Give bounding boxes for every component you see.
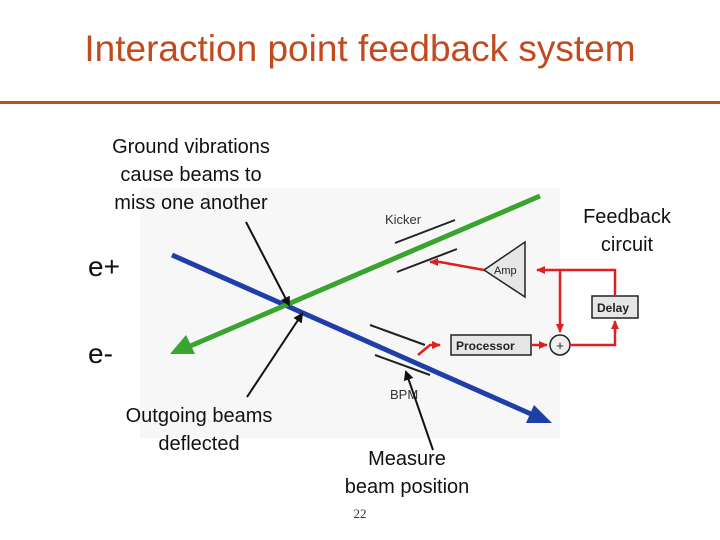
measure-position-callout: Measure beam position: [344, 448, 470, 498]
processor-block: [451, 335, 531, 355]
page-title: Interaction point feedback system: [84, 28, 636, 69]
sum-label: +: [556, 338, 564, 353]
sum-to-delay-wire: [570, 321, 615, 345]
processor-label: Processor: [456, 339, 515, 353]
delay-label: Delay: [597, 301, 630, 315]
positron-label: e+: [88, 251, 120, 282]
ground-vibrations-callout: Ground vibrations cause beams to miss one another: [112, 136, 270, 214]
bpm-label: BPM: [390, 387, 419, 402]
electron-label: e-: [88, 338, 113, 369]
delay-block: [592, 296, 638, 318]
page-number: 22: [353, 506, 367, 521]
amp-label: Amp: [494, 265, 517, 277]
sum-junction: [550, 335, 570, 355]
feedback-circuit-callout: Feedback circuit: [583, 206, 671, 256]
kicker-label: Kicker: [385, 212, 422, 227]
outgoing-beams-callout: Outgoing beams deflected: [125, 405, 273, 455]
